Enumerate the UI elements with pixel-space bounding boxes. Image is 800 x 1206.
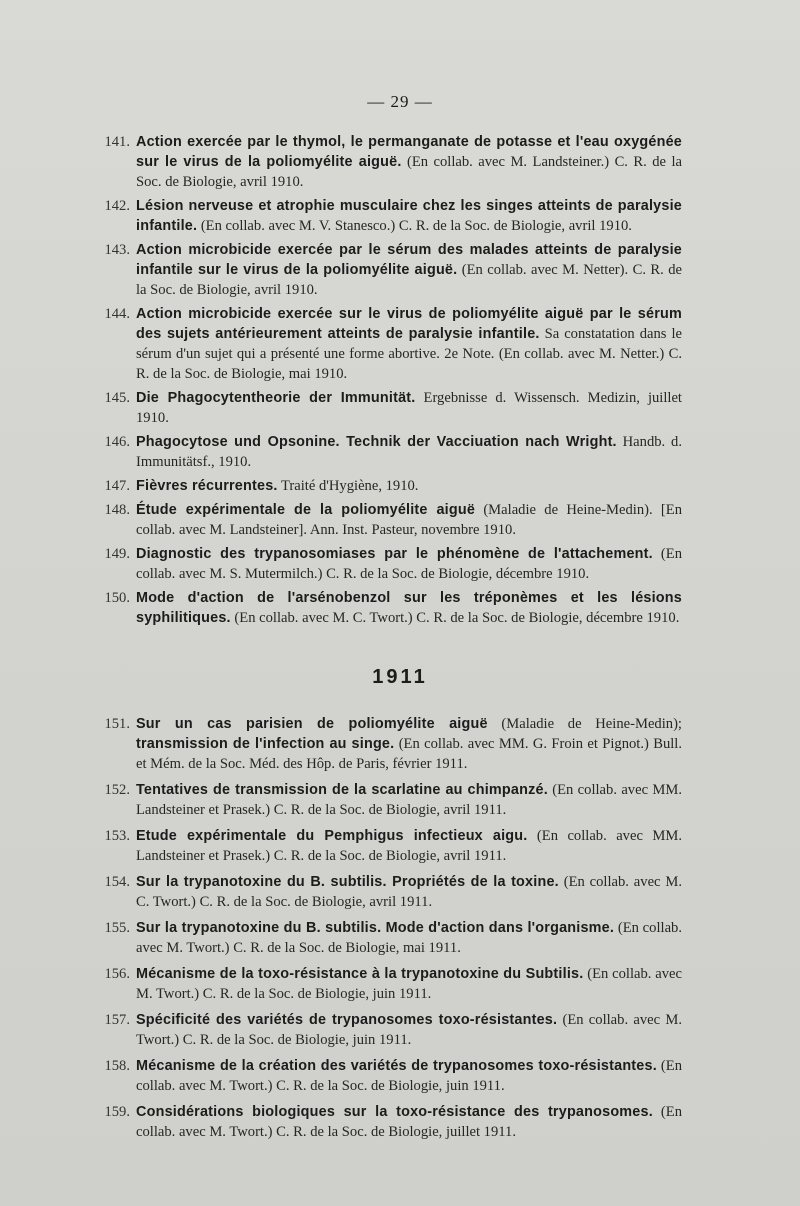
entry-title: Action exercée par le thymol, le permanganate de potasse et l'eau oxygénée sur le virus de la poliomyélite aiguë. [136,134,682,170]
list-item [0,1010,800,1050]
list-item [0,432,800,472]
entry-title: Sur la trypanotoxine du B. subtilis. Mode d'action dans l'organisme. [136,920,615,936]
entry-reference: (Maladie de Heine-Medin). [En collab. avec M. Landsteiner]. Ann. Inst. Pasteur, novembre 1910. [136,502,682,538]
entry-reference: Handb. d. Immunitätsf., 1910. [136,434,682,470]
entry-reference: Traité d'Hygiène, 1910. [277,478,419,494]
entry-title: Fièvres récurrentes. [136,478,278,494]
entry-title: Action microbicide exercée sur le virus de poliomyélite aiguë par le sérum des sujets antérieurement atteints de paralysie infantile. [136,306,682,342]
entry-number: 149. [104,546,130,562]
list-item [0,196,800,236]
entry-title: transmission de l'infection au singe. [136,736,395,752]
list-item [0,132,800,192]
entry-number: 148. [104,502,130,518]
entry-reference: (En collab. avec M. S. Mutermilch.) C. R. de la Soc. de Biologie, décembre 1910. [136,546,682,582]
entry-number: 142. [104,198,130,214]
entry-title: Lésion nerveuse et atrophie musculaire chez les singes atteints de paralysie infantile. [136,198,682,234]
entry-reference: (En collab. avec M. V. Stanesco.) C. R. de la Soc. de Biologie, avril 1910. [197,218,632,234]
entry-number: 157. [104,1012,130,1028]
entry-number: 141. [104,134,130,150]
entry-title: Diagnostic des trypanosomiases par le phénomène de l'attachement. [136,546,653,562]
entry-reference: Ergebnisse d. Wissensch. Medizin, juillet 1910. [136,390,682,426]
entry-title: Mécanisme de la création des variétés de trypanosomes toxo-résistantes. [136,1058,657,1074]
entry-title: Considérations biologiques sur la toxo-résistance des trypanosomes. [136,1104,653,1120]
entry-reference: (En collab. avec M. C. Twort.) C. R. de la Soc. de Biologie, décembre 1910. [230,610,680,626]
page-number: — 29 — [367,92,433,111]
list-item [0,588,800,628]
entry-reference: (En collab. avec M. Twort.) C. R. de la Soc. de Biologie, juin 1911. [136,966,682,1002]
entry-number: 143. [104,242,130,258]
entry-number: 147. [104,478,130,494]
entry-title: Phagocytose und Opsonine. Technik der Vacciuation nach Wright. [136,434,617,450]
entry-title: Action microbicide exercée par le sérum des malades atteints de paralysie infantile sur le virus de la poliomyélite aiguë. [136,242,682,278]
list-item [0,918,800,958]
entry-reference: (En collab. avec M. Twort.) C. R. de la Soc. de Biologie, mai 1911. [136,920,682,956]
list-item [0,1056,800,1096]
list-item [0,1102,800,1142]
entry-number: 156. [104,966,130,982]
list-item [0,304,800,384]
publication-list-1911 [0,714,800,1148]
entry-number: 155. [104,920,130,936]
list-item [0,826,800,866]
entry-number: 146. [104,434,130,450]
entry-title: Spécificité des variétés de trypanosomes toxo-résistantes. [136,1012,558,1028]
list-item [0,240,800,300]
list-item [0,780,800,820]
entry-title: Die Phagocytentheorie der Immunität. [136,390,416,406]
list-item [0,544,800,584]
publication-list-1910 [0,132,800,632]
entry-number: 158. [104,1058,130,1074]
entry-reference: Sa constatation dans le sérum d'un sujet qui a présenté une forme abortive. 2e Note. (En collab. avec M. Netter.) C. R. de la Soc. de Biologie, mai 1910. [136,326,682,382]
entry-title: Etude expérimentale du Pemphigus infectieux aigu. [136,828,528,844]
entry-reference: (En collab. avec M. Twort.) C. R. de la Soc. de Biologie, juin 1911. [136,1012,682,1048]
entry-number: 144. [104,306,130,322]
year-heading: 1911 [372,666,428,688]
entry-reference: (En collab. avec MM. Landsteiner et Prasek.) C. R. de la Soc. de Biologie, avril 1911. [136,782,682,818]
entry-title: Mode d'action de l'arsénobenzol sur les tréponèmes et les lésions syphilitiques. [136,590,682,626]
entry-reference: (En collab. avec MM. G. Froin et Pignot.) Bull. et Mém. de la Soc. Méd. des Hôp. de Paris, février 1911. [136,736,682,772]
entry-number: 145. [104,390,130,406]
list-item [0,388,800,428]
entry-title: Tentatives de transmission de la scarlatine au chimpanzé. [136,782,548,798]
list-item [0,964,800,1004]
entry-number: 153. [104,828,130,844]
entry-title: Sur un cas parisien de poliomyélite aiguë [136,716,488,732]
entry-number: 150. [104,590,130,606]
entry-title: Sur la trypanotoxine du B. subtilis. Propriétés de la toxine. [136,874,559,890]
entry-reference: (Maladie de Heine-Medin); [487,716,682,732]
entry-reference: (En collab. avec M. Landsteiner.) C. R. de la Soc. de Biologie, avril 1910. [136,154,682,190]
entry-reference: (En collab. avec MM. Landsteiner et Prasek.) C. R. de la Soc. de Biologie, avril 1911. [136,828,682,864]
entry-number: 159. [104,1104,130,1120]
entry-number: 152. [104,782,130,798]
entry-reference: (En collab. avec M. C. Twort.) C. R. de la Soc. de Biologie, avril 1911. [136,874,682,910]
entry-reference: (En collab. avec M. Twort.) C. R. de la Soc. de Biologie, juin 1911. [136,1058,682,1094]
entry-number: 151. [104,716,130,732]
entry-number: 154. [104,874,130,890]
list-item [0,714,800,774]
list-item [0,872,800,912]
entry-reference: (En collab. avec M. Twort.) C. R. de la Soc. de Biologie, juillet 1911. [136,1104,682,1140]
entry-title: Étude expérimentale de la poliomyélite aiguë [136,502,476,518]
list-item [0,476,800,496]
entry-reference: (En collab. avec M. Netter). C. R. de la Soc. de Biologie, avril 1910. [136,262,682,298]
list-item [0,500,800,540]
entry-title: Mécanisme de la toxo-résistance à la trypanotoxine du Subtilis. [136,966,584,982]
